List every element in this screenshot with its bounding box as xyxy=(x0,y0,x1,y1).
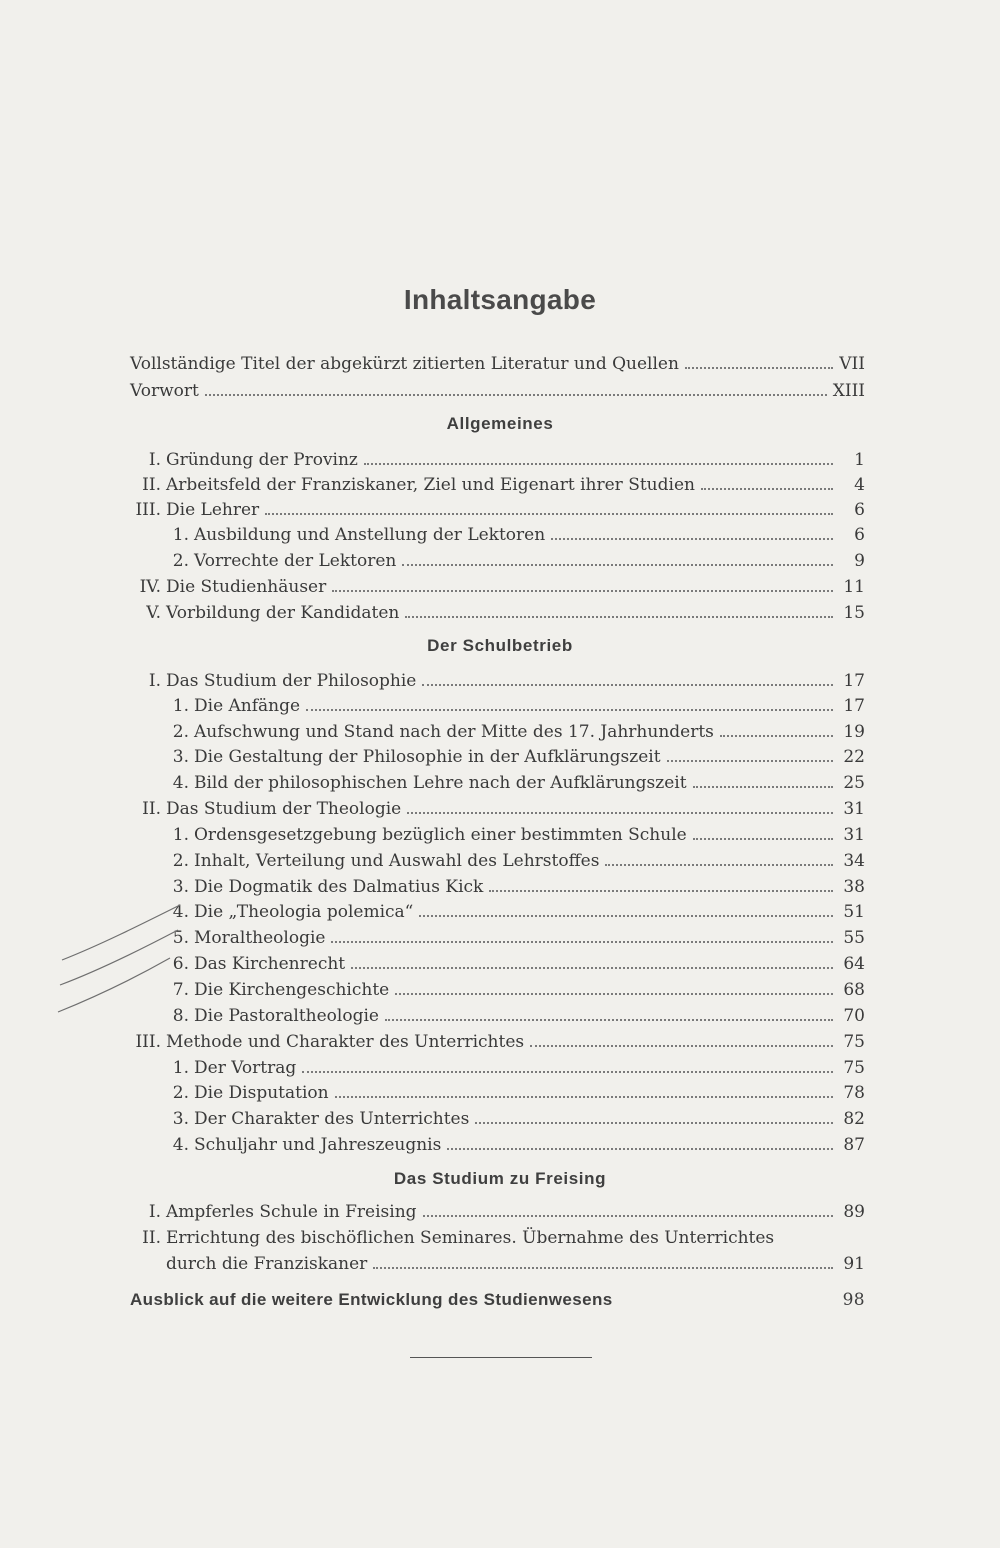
toc-entry-page: 19 xyxy=(843,722,865,742)
section-heading: Allgemeines xyxy=(446,414,554,433)
toc-entry-page: 64 xyxy=(843,954,865,974)
pencil-stroke xyxy=(62,905,180,960)
toc-entry-page: 25 xyxy=(843,773,865,793)
toc-entry-page: 15 xyxy=(843,603,865,623)
section-heading: Der Schulbetrieb xyxy=(427,636,573,655)
toc-entry-page: 31 xyxy=(843,825,865,845)
toc-entry-page: 68 xyxy=(843,980,865,1000)
toc-entry-text: Die Disputation xyxy=(194,1083,329,1103)
toc-entry-page: 17 xyxy=(843,696,865,716)
toc-entry-text: Die Dogmatik des Dalmatius Kick xyxy=(194,877,484,897)
toc-entry-page: 55 xyxy=(843,928,865,948)
toc-entry-page: 31 xyxy=(843,799,865,819)
toc-entry-page: 38 xyxy=(843,877,865,897)
toc-entry-number: I. xyxy=(148,450,161,470)
toc-entry-text: Schuljahr und Jahreszeugnis xyxy=(194,1135,442,1155)
toc-entry-text: Die Kirchengeschichte xyxy=(194,980,390,1000)
toc-entry-page: 4 xyxy=(854,475,865,495)
toc-entry-page: 78 xyxy=(843,1083,865,1103)
toc-entry-page: 11 xyxy=(843,577,865,597)
toc-entry-text: Das Studium der Philosophie xyxy=(166,671,417,691)
toc-entry-page: VII xyxy=(839,354,865,374)
toc-entry-text: Gründung der Provinz xyxy=(166,450,358,470)
section-heading: Das Studium zu Freising xyxy=(393,1169,607,1188)
toc-entry-text: Das Kirchenrecht xyxy=(194,954,346,974)
toc-entry-text: Vorwort xyxy=(130,381,199,401)
toc-entry-number: 7. xyxy=(172,980,189,1000)
toc-entry-text: Das Studium der Theologie xyxy=(166,799,402,819)
toc-entry-text: Moraltheologie xyxy=(194,928,326,948)
toc-entry-text: Die Anfänge xyxy=(194,696,301,716)
toc-entry-number: 1. xyxy=(172,525,189,545)
toc-entry-number: 5. xyxy=(172,928,189,948)
toc-entry-number: II. xyxy=(142,1228,161,1248)
toc-entry-number: 1. xyxy=(172,696,189,716)
toc-entry-text: Arbeitsfeld der Franziskaner, Ziel und Eigenart ihrer Studien xyxy=(166,475,695,495)
toc-entry-page: 51 xyxy=(843,902,865,922)
toc-entry-number: 3. xyxy=(172,877,189,897)
toc-entry-text: Ausbildung und Anstellung der Lektoren xyxy=(194,525,546,545)
toc-entry-text: Die Gestaltung der Philosophie in der Aufklärungszeit xyxy=(194,747,661,767)
toc-entry-number: I. xyxy=(148,671,161,691)
toc-entry-number: 4. xyxy=(172,902,189,922)
toc-entry-text: Ordensgesetzgebung bezüglich einer bestimmten Schule xyxy=(194,825,687,845)
toc-entry-text: Methode und Charakter des Unterrichtes xyxy=(166,1032,525,1052)
toc-entry-page: 87 xyxy=(843,1135,865,1155)
toc-entry-text: Vorbildung der Kandidaten xyxy=(166,603,400,623)
toc-entry-number: III. xyxy=(135,500,161,520)
toc-entry-page: XIII xyxy=(832,381,865,401)
toc-entry-page: 70 xyxy=(843,1006,865,1026)
pencil-stroke xyxy=(60,930,178,985)
toc-final-page: 98 xyxy=(842,1290,865,1310)
toc-entry-text: Der Vortrag xyxy=(194,1058,297,1078)
toc-entry-number: I. xyxy=(148,1202,161,1222)
toc-entry-number: 4. xyxy=(172,1135,189,1155)
toc-entry-number: IV. xyxy=(139,577,161,597)
toc-entry-text: durch die Franziskaner xyxy=(166,1254,368,1274)
toc-entry-text: Ampferles Schule in Freising xyxy=(166,1202,417,1222)
toc-entry-page: 1 xyxy=(854,450,865,470)
toc-entry-text: Der Charakter des Unterrichtes xyxy=(194,1109,470,1129)
toc-entry-page: 34 xyxy=(843,851,865,871)
toc-entry-page: 75 xyxy=(843,1032,865,1052)
toc-entry-text: Inhalt, Verteilung und Auswahl des Lehrstoffes xyxy=(194,851,600,871)
toc-entry-text: Aufschwung und Stand nach der Mitte des 17. Jahrhunderts xyxy=(194,722,714,742)
toc-entry-number: 6. xyxy=(172,954,189,974)
toc-entry-text: Vollständige Titel der abgekürzt zitierten Literatur und Quellen xyxy=(130,354,679,374)
toc-entry-page: 17 xyxy=(843,671,865,691)
toc-entry-page: 89 xyxy=(843,1202,865,1222)
toc-entry-text: Die Studienhäuser xyxy=(166,577,327,597)
toc-entry-text: Die Pastoraltheologie xyxy=(194,1006,379,1026)
toc-entry-text: Die „Theologia polemica“ xyxy=(194,902,414,922)
toc-entry-number: II. xyxy=(142,475,161,495)
toc-entry-text: Bild der philosophischen Lehre nach der Aufklärungszeit xyxy=(194,773,687,793)
toc-entry-number: 8. xyxy=(172,1006,189,1026)
toc-entry-number: 4. xyxy=(172,773,189,793)
toc-entry-number: 2. xyxy=(172,722,189,742)
toc-entry-number: 3. xyxy=(172,747,189,767)
toc-entry-number: 2. xyxy=(172,551,189,571)
toc-entry-text: Die Lehrer xyxy=(166,500,260,520)
toc-final-text: Ausblick auf die weitere Entwicklung des Studienwesens xyxy=(130,1290,613,1309)
toc-entry-number: III. xyxy=(135,1032,161,1052)
toc-entry-number: 2. xyxy=(172,1083,189,1103)
toc-entry-number: 2. xyxy=(172,851,189,871)
toc-entry-text: Errichtung des bischöflichen Seminares. Übernahme des Unterrichtes xyxy=(166,1228,775,1248)
toc-entry-page: 22 xyxy=(843,747,865,767)
toc-entry-page: 9 xyxy=(854,551,865,571)
toc-entry-number: V. xyxy=(146,603,161,623)
pencil-stroke xyxy=(58,958,170,1012)
toc-entry-number: 1. xyxy=(172,1058,189,1078)
toc-entry-number: 1. xyxy=(172,825,189,845)
toc-entry-number: II. xyxy=(142,799,161,819)
toc-entry-text: Vorrechte der Lektoren xyxy=(194,551,397,571)
toc-entry-page: 91 xyxy=(843,1254,865,1274)
toc-entry-page: 6 xyxy=(854,525,865,545)
page-title: Inhaltsangabe xyxy=(403,284,597,315)
toc-entry-page: 75 xyxy=(843,1058,865,1078)
toc-entry-page: 82 xyxy=(843,1109,865,1129)
toc-entry-page: 6 xyxy=(854,500,865,520)
toc-entry-number: 3. xyxy=(172,1109,189,1129)
